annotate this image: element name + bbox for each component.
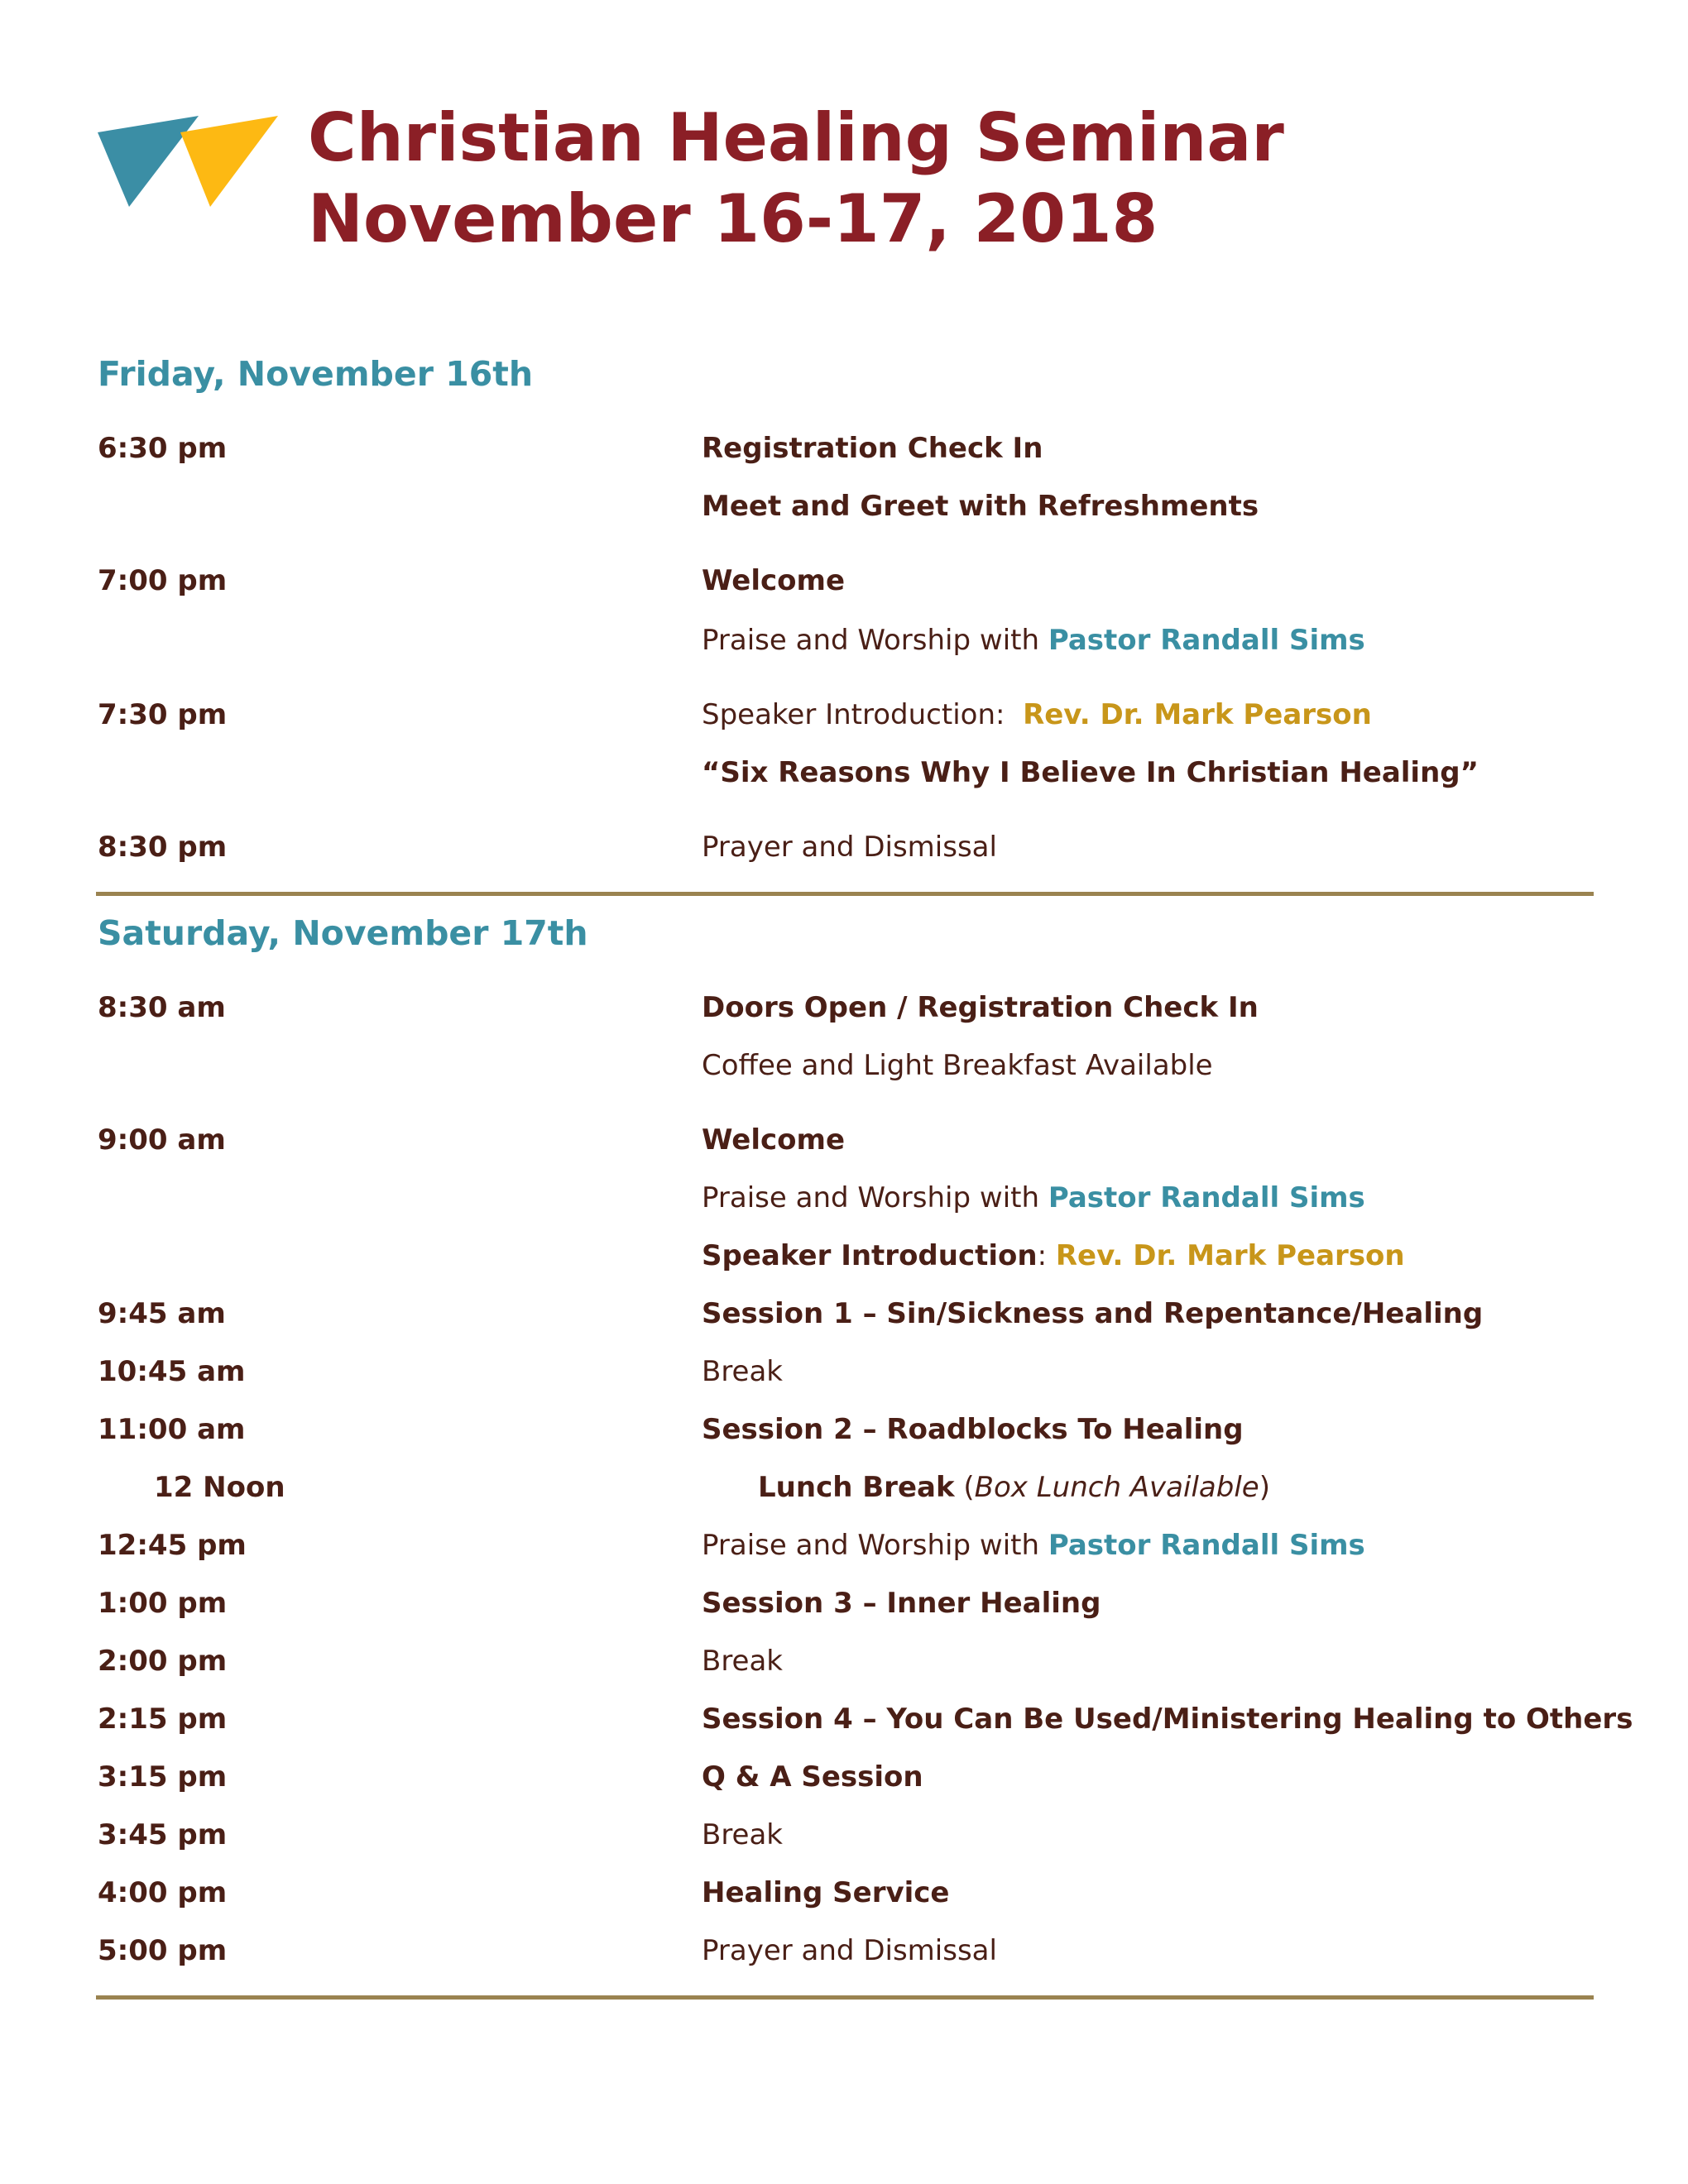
event-separator: : — [1037, 1239, 1056, 1272]
event-paren-close: ) — [1259, 1471, 1270, 1504]
worship-leader-name: Pastor Randall Sims — [1048, 624, 1365, 657]
row-time: 3:45 pm — [98, 1818, 228, 1851]
row-time: 6:30 pm — [98, 432, 228, 465]
schedule-row — [98, 1049, 1595, 1089]
worship-leader-name: Pastor Randall Sims — [1048, 1529, 1365, 1562]
row-event: Session 3 – Inner Healing — [702, 1587, 1101, 1620]
title-line-1: Christian Healing Seminar — [308, 99, 1284, 176]
schedule-row — [98, 1413, 1595, 1453]
schedule-row — [98, 490, 1595, 529]
event-text: Lunch Break — [758, 1471, 955, 1504]
row-time: 8:30 am — [98, 991, 226, 1024]
schedule-row — [98, 1934, 1595, 1974]
row-event: Coffee and Light Breakfast Available — [702, 1049, 1213, 1082]
row-event — [702, 1529, 1365, 1562]
schedule-row — [98, 1297, 1595, 1337]
schedule-row — [98, 1876, 1595, 1916]
schedule-row — [98, 624, 1595, 663]
row-event: Welcome — [702, 1123, 846, 1157]
row-event — [702, 1181, 1365, 1214]
row-time: 4:00 pm — [98, 1876, 228, 1909]
schedule-row — [98, 1703, 1633, 1742]
schedule-row — [98, 1239, 1595, 1279]
event-text: Speaker Introduction — [702, 1239, 1038, 1272]
row-time: 11:00 am — [98, 1413, 246, 1446]
speaker-name: Rev. Dr. Mark Pearson — [1023, 698, 1372, 731]
row-event: Break — [702, 1355, 783, 1388]
friday-heading: Friday, November 16th — [98, 354, 534, 394]
section-divider — [96, 1995, 1594, 2000]
row-time: 5:00 pm — [98, 1934, 228, 1967]
schedule-row — [98, 1471, 1595, 1511]
schedule-row — [98, 991, 1595, 1031]
page-title — [308, 98, 1284, 260]
worship-leader-name: Pastor Randall Sims — [1048, 1181, 1365, 1214]
schedule-row — [98, 1760, 1595, 1800]
schedule-row — [98, 1123, 1595, 1163]
row-event — [702, 1239, 1405, 1272]
row-event: Registration Check In — [702, 432, 1043, 465]
row-event: Prayer and Dismissal — [702, 831, 997, 864]
row-event: Q & A Session — [702, 1760, 923, 1794]
row-time: 9:45 am — [98, 1297, 226, 1330]
schedule-row — [98, 1529, 1595, 1569]
row-event: Healing Service — [702, 1876, 950, 1909]
row-time: 8:30 pm — [98, 831, 228, 864]
row-time: 10:45 am — [98, 1355, 246, 1388]
row-event — [758, 1471, 1270, 1504]
seminar-logo — [98, 111, 280, 210]
logo-gold-shape — [180, 116, 278, 207]
row-time: 2:00 pm — [98, 1645, 228, 1678]
row-event: Break — [702, 1818, 783, 1851]
row-event — [702, 624, 1365, 657]
row-time: 12 Noon — [154, 1471, 285, 1504]
event-text: Speaker Introduction: — [702, 698, 1024, 731]
section-divider — [96, 892, 1594, 896]
row-event: Meet and Greet with Refreshments — [702, 490, 1259, 523]
row-event: Doors Open / Registration Check In — [702, 991, 1259, 1024]
schedule-row — [98, 564, 1595, 604]
speaker-name: Rev. Dr. Mark Pearson — [1055, 1239, 1405, 1272]
event-text: Praise and Worship with — [702, 1529, 1048, 1562]
event-paren-open: ( — [954, 1471, 975, 1504]
schedule-row — [98, 698, 1595, 738]
event-note: Box Lunch Available — [974, 1471, 1259, 1504]
row-event: Prayer and Dismissal — [702, 1934, 997, 1967]
schedule-row — [98, 432, 1595, 472]
schedule-row — [98, 1645, 1595, 1684]
row-event: Session 4 – You Can Be Used/Ministering Healing to Others — [702, 1703, 1633, 1736]
row-event — [702, 698, 1372, 731]
row-time: 7:00 pm — [98, 564, 228, 597]
row-time: 7:30 pm — [98, 698, 228, 731]
schedule-row — [98, 1181, 1595, 1221]
row-event: Session 2 – Roadblocks To Healing — [702, 1413, 1244, 1446]
event-text: Praise and Worship with — [702, 1181, 1048, 1214]
row-time: 2:15 pm — [98, 1703, 228, 1736]
row-time: 3:15 pm — [98, 1760, 228, 1794]
schedule-row — [98, 1587, 1595, 1626]
schedule-row — [98, 1818, 1595, 1858]
schedule-row — [98, 1355, 1595, 1395]
title-line-2: November 16-17, 2018 — [308, 180, 1158, 257]
saturday-heading: Saturday, November 17th — [98, 913, 588, 953]
row-time: 9:00 am — [98, 1123, 226, 1157]
row-event: Welcome — [702, 564, 846, 597]
row-event: Session 1 – Sin/Sickness and Repentance/Healing — [702, 1297, 1484, 1330]
event-text: Praise and Worship with — [702, 624, 1048, 657]
schedule-row — [98, 756, 1595, 796]
row-time: 12:45 pm — [98, 1529, 247, 1562]
row-time: 1:00 pm — [98, 1587, 228, 1620]
row-event: Break — [702, 1645, 783, 1678]
row-event: “Six Reasons Why I Believe In Christian Healing” — [702, 756, 1479, 789]
schedule-row — [98, 831, 1595, 870]
logo-teal-shape — [98, 116, 199, 207]
